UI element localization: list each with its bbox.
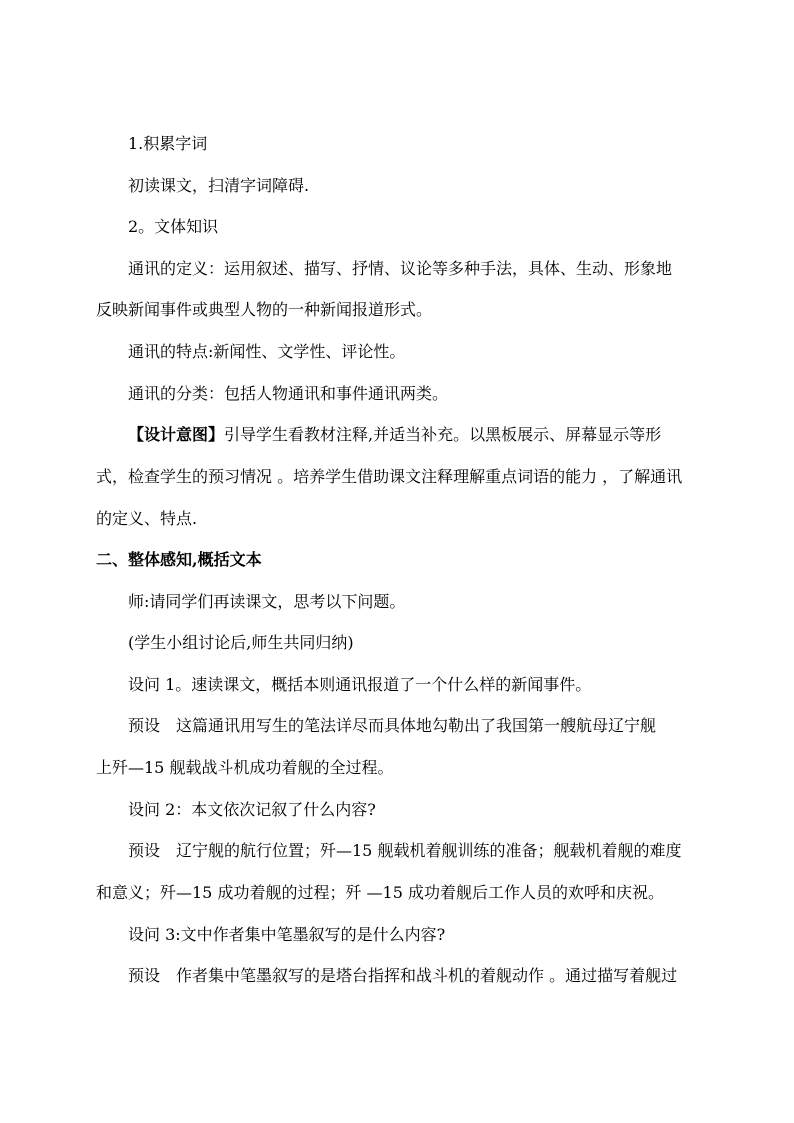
answer-2-line2: 和意义；歼—15 成功着舰的过程；歼 —15 成功着舰后工作人员的欢呼和庆祝。 [96, 883, 664, 902]
design-intent-text: 引导学生看教材注释,并适当补充。以黑板展示、屏幕显示等形 [224, 425, 662, 444]
paragraph-design-intent-line1 [128, 424, 661, 446]
question-3: 设问 3:文中作者集中笔墨叙写的是什么内容? [128, 925, 446, 944]
heading-genre-knowledge: 2。文体知识 [128, 217, 219, 236]
paragraph-definition-line2: 反映新闻事件或典型人物的一种新闻报道形式。 [96, 300, 433, 319]
heading-accumulate-words: 1.积累字词 [128, 134, 208, 153]
paragraph-group-discussion: (学生小组讨论后,师生共同归纳) [128, 633, 354, 652]
answer-1-line2: 上歼—15 舰载战斗机成功着舰的全过程。 [96, 758, 394, 777]
paragraph-definition-line1: 通讯的定义：运用叙述、描写、抒情、议论等多种手法，具体、生动、形象地 [128, 259, 673, 278]
answer-3-line1: 预设 作者集中笔墨叙写的是塔台指挥和战斗机的着舰动作 。通过描写着舰过 [128, 966, 678, 985]
paragraph-features: 通讯的特点:新闻性、文学性、评论性。 [128, 342, 406, 361]
question-1: 设问 1。速读课文，概括本则通讯报道了一个什么样的新闻事件。 [128, 675, 592, 694]
paragraph-design-intent-line3: 的定义、特点. [96, 509, 198, 528]
paragraph-teacher-prompt: 师:请同学们再读课文，思考以下问题。 [128, 592, 406, 611]
design-intent-label: 【设计意图】 [128, 425, 225, 444]
answer-2-line1: 预设 辽宁舰的航行位置；歼—15 舰载机着舰训练的准备；舰载机着舰的难度 [128, 841, 682, 860]
paragraph-design-intent-line2: 式，检查学生的预习情况 。培养学生借助课文注释理解重点词语的能力 ，了解通讯 [96, 467, 683, 486]
paragraph-categories: 通讯的分类：包括人物通讯和事件通讯两类。 [128, 384, 449, 403]
section-heading-overall-perception: 二、整体感知,概括文本 [96, 550, 262, 569]
answer-1-line1: 预设 这篇通讯用写生的笔法详尽而具体地勾勒出了我国第一艘航母辽宁舰 [128, 716, 657, 735]
paragraph-preview-reading: 初读课文，扫清字词障碍. [128, 176, 310, 195]
question-2: 设问 2：本文依次记叙了什么内容? [128, 800, 376, 819]
